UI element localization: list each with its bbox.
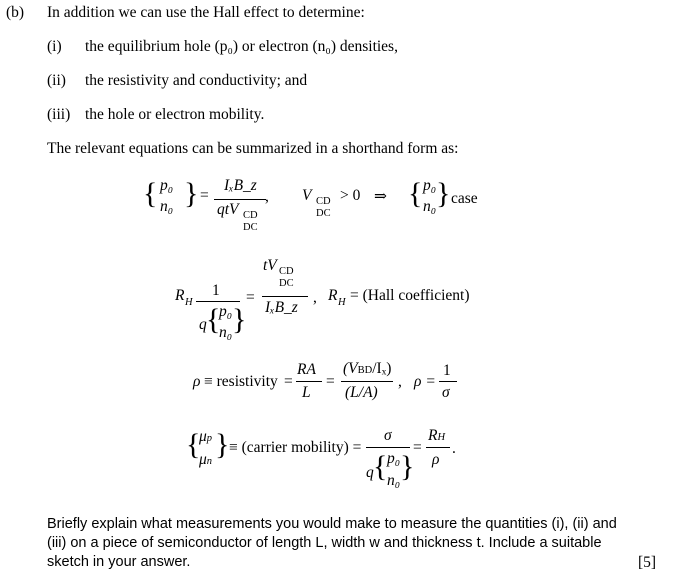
question-label: (b) <box>6 4 25 21</box>
rh-symbol: RH <box>428 427 446 444</box>
tv-subscript-cd: CD <box>279 266 294 277</box>
tv-symbol: tV <box>263 257 277 274</box>
right-brace: } <box>215 428 230 461</box>
question-intro: In addition we can use the Hall effect to determine: <box>47 4 365 21</box>
left-brace: { <box>373 450 388 483</box>
right-brace: } <box>436 177 451 210</box>
rh-subscript: H <box>185 297 193 308</box>
n0-symbol: n₀ <box>219 324 233 341</box>
item-iii-text: the hole or electron mobility. <box>85 106 265 123</box>
vbd-open: (VBD/Iₓ) <box>343 360 392 377</box>
denominator-la: (L/A) <box>345 384 378 401</box>
closing-line-2: (iii) on a piece of semiconductor of length L, width w and thickness t. Include a suitable <box>47 535 602 551</box>
comma: , <box>265 188 269 205</box>
comma: , <box>313 289 317 306</box>
p0-symbol: p₀ <box>160 177 174 194</box>
right-brace: } <box>232 303 247 336</box>
left-brace: { <box>186 428 201 461</box>
denominator-ixbz: IₓB_z <box>265 299 298 316</box>
equals-sign: = <box>413 439 422 456</box>
equals-sign: = <box>200 187 209 204</box>
q-symbol: q <box>199 316 207 333</box>
sigma-symbol: σ <box>442 384 450 401</box>
left-brace: { <box>206 303 221 336</box>
mobility-label: ≡ (carrier mobility) = <box>229 439 362 456</box>
q-symbol: q <box>366 464 374 481</box>
rh-symbol: R <box>328 287 338 304</box>
rh-symbol: R <box>175 287 185 304</box>
subscript-dc: DC <box>243 222 258 233</box>
left-brace: { <box>408 177 423 210</box>
case-text: case <box>451 190 478 207</box>
comma: , <box>398 373 402 390</box>
hall-coefficient-label: = (Hall coefficient) <box>350 287 470 304</box>
p0-symbol: p₀ <box>423 177 437 194</box>
p0-symbol: p₀ <box>219 303 233 320</box>
equals-sign: = <box>326 373 335 390</box>
tv-subscript-dc: DC <box>279 278 294 289</box>
right-brace: } <box>400 450 415 483</box>
mu-n-symbol: μn <box>199 451 213 468</box>
rho-symbol: ρ <box>193 373 201 390</box>
item-ii-text: the resistivity and conductivity; and <box>85 72 308 89</box>
v-subscript-cd: CD <box>316 196 331 207</box>
numerator-ra: RA <box>297 361 316 378</box>
summary-text: The relevant equations can be summarized in a shorthand form as: <box>47 140 459 157</box>
sigma-symbol: σ <box>384 427 392 444</box>
n0-symbol: n₀ <box>423 198 437 215</box>
numerator-one: 1 <box>212 282 220 299</box>
rho-symbol: ρ <box>432 451 440 468</box>
rh-subscript: H <box>338 297 346 308</box>
numerator-ixbz: IₓB_z <box>224 177 257 194</box>
p0-symbol: p₀ <box>387 450 401 467</box>
resistivity-label: ≡ resistivity <box>204 373 278 390</box>
closing-line-3: sketch in your answer. <box>47 554 191 570</box>
n0-symbol: n₀ <box>160 198 174 215</box>
subscript-cd: CD <box>243 210 258 221</box>
equals-sign: = <box>284 373 293 390</box>
closing-line-1: Briefly explain what measurements you would make to measure the quantities (i), (ii) and <box>47 516 617 532</box>
marks-label: [5] <box>638 554 657 571</box>
denominator-qtv: qtV <box>217 201 239 218</box>
numerator-one: 1 <box>443 362 451 379</box>
denominator-l: L <box>302 384 311 401</box>
implies-arrow: ⇒ <box>374 188 387 205</box>
mu-p-symbol: μp <box>199 428 213 445</box>
item-iii-number: (iii) <box>47 106 71 123</box>
v-symbol: V <box>302 187 312 204</box>
rho-equals: ρ = <box>414 373 436 390</box>
n0-symbol: n₀ <box>387 472 401 489</box>
equals-sign: = <box>246 289 255 306</box>
greater-than-zero: > 0 <box>340 187 361 204</box>
right-brace: } <box>184 177 199 210</box>
item-i-number: (i) <box>47 38 62 55</box>
item-i-text: the equilibrium hole (p₀) or electron (n₀) densities, <box>85 38 398 55</box>
v-subscript-dc: DC <box>316 208 331 219</box>
period: . <box>452 440 456 457</box>
item-ii-number: (ii) <box>47 72 66 89</box>
left-brace: { <box>143 177 158 210</box>
